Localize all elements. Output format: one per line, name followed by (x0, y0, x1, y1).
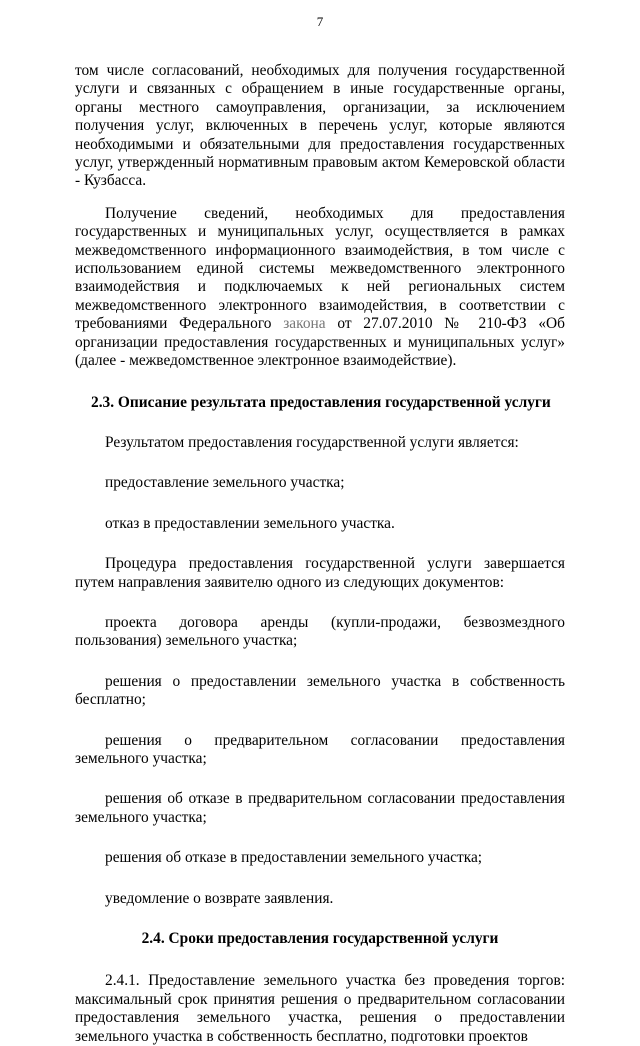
document-item: решения об отказе в предварительном согласовании предоставления земельного участка; (75, 790, 565, 826)
result-item: отказ в предоставлении земельного участка. (105, 514, 395, 532)
section-heading-2-3: 2.3. Описание результата предоставления государственной услуги (91, 393, 551, 411)
document-item: решения о предварительном согласовании предоставления земельного участка; (75, 731, 565, 767)
paragraph-interagency-part2: от 27.07.2010 № 210-ФЗ «Об организации предоставления государственных и муниципальных услуг» (далее - межведомственное электронное взаимодействие). (75, 315, 565, 370)
document-item: проекта договора аренды (купли-продажи, безвозмездного пользования) земельного участка; (75, 613, 565, 650)
document-item: уведомление о возврате заявления. (105, 889, 334, 907)
document-body (75, 62, 565, 1046)
document-item: решения об отказе в предоставлении земельного участка; (105, 849, 483, 867)
paragraph-interagency-part1: Получение сведений, необходимых для предоставления государственных и муниципальных услуг, осуществляется в рамках межведомственного информационного взаимодействия, в том числе с использованием единой системы межведомственного электронного взаимодействия и подключаемых к ней региональных систем межведомственного электронного взаимодействия, в соответствии с требованиями Федерального (75, 204, 565, 333)
result-item: предоставление земельного участка; (105, 474, 345, 492)
procedure-paragraph: Процедура предоставления государственной услуги завершается путем направления заявителю одного из следующих документов: (75, 555, 565, 591)
results-intro: Результатом предоставления государственной услуги является: (105, 433, 519, 451)
paragraph-continuation: том числе согласований, необходимых для получения государственной услуги и связанных с обращением в иные государственные органы, органы местного самоуправления, организации, за исключением получения услуг, включенных в перечень услуг, которые являются необходимыми и обязательными для предоставления государственных услуг, утвержденный нормативным правовым актом Кемеровской области - Кузбасса. (75, 62, 565, 190)
page-number: 7 (316, 14, 324, 29)
law-link[interactable]: закона (283, 315, 326, 333)
paragraph-interagency (75, 205, 565, 371)
paragraph-2-4-1: 2.4.1. Предоставление земельного участка без проведения торгов: максимальный срок принятия решения о предварительном согласовании предоставления земельного участка, решения о предоставлении земельного участка в собственность бесплатно, подготовки проектов (75, 972, 565, 1045)
document-item: решения о предоставлении земельного участка в собственность бесплатно; (75, 672, 565, 709)
section-heading-2-4: 2.4. Сроки предоставления государственной услуги (141, 930, 499, 947)
